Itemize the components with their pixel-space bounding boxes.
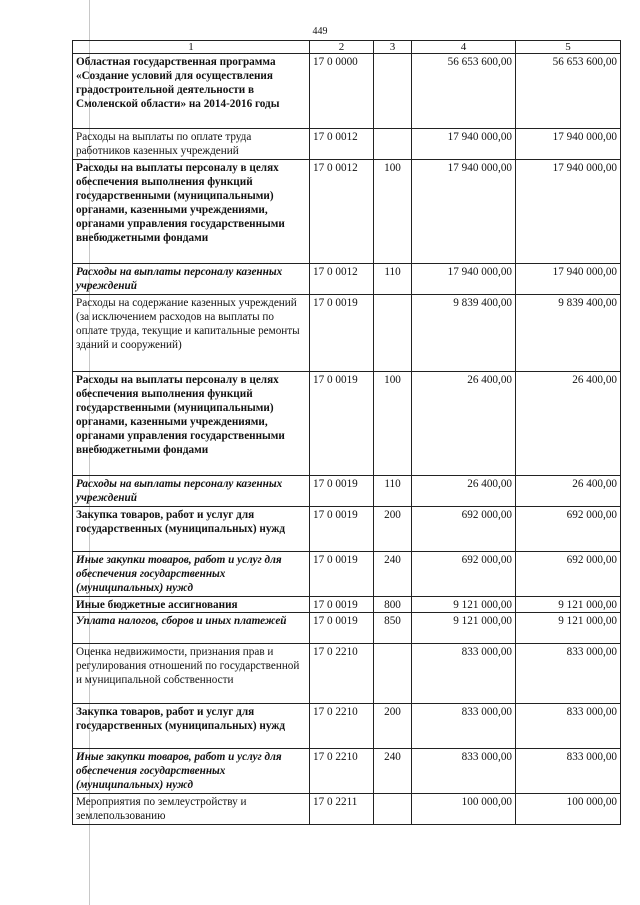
row-code: 17 0 0019 [310,372,374,476]
table-row [73,749,621,794]
row-amount-2015: 26 400,00 [412,476,516,507]
row-code: 17 0 0012 [310,160,374,264]
row-code: 17 0 2210 [310,644,374,704]
row-name: Закупка товаров, работ и услуг для государственных (муниципальных) нужд [73,704,310,749]
row-code: 17 0 2210 [310,749,374,794]
table-row [73,476,621,507]
column-header-1: 1 [73,41,310,54]
row-amount-2015: 17 940 000,00 [412,160,516,264]
row-name: Расходы на выплаты персоналу в целях обеспечения выполнения функций государственными (муниципальными) органами, казенными учреждениями, органами управления государственными внебюджетными фондами [73,160,310,264]
table-row [73,552,621,597]
table-row [73,644,621,704]
row-expense-type [374,129,412,160]
table-row [73,54,621,129]
row-amount-2015: 833 000,00 [412,749,516,794]
row-amount-2016: 833 000,00 [516,749,621,794]
row-expense-type: 800 [374,597,412,613]
table-row [73,372,621,476]
row-expense-type [374,54,412,129]
column-header-4: 4 [412,41,516,54]
row-expense-type [374,295,412,372]
row-amount-2015: 692 000,00 [412,552,516,597]
row-name: Оценка недвижимости, признания прав и регулирования отношений по государственной и муниципальной собственности [73,644,310,704]
row-amount-2015: 9 839 400,00 [412,295,516,372]
column-header-3: 3 [374,41,412,54]
row-name: Мероприятия по землеустройству и землепользованию [73,794,310,825]
row-amount-2016: 9 121 000,00 [516,613,621,644]
row-amount-2015: 833 000,00 [412,704,516,749]
row-amount-2016: 56 653 600,00 [516,54,621,129]
row-expense-type: 850 [374,613,412,644]
row-amount-2016: 17 940 000,00 [516,264,621,295]
row-amount-2016: 17 940 000,00 [516,160,621,264]
row-name: Закупка товаров, работ и услуг для государственных (муниципальных) нужд [73,507,310,552]
row-amount-2016: 9 121 000,00 [516,597,621,613]
row-name: Расходы на выплаты по оплате труда работников казенных учреждений [73,129,310,160]
row-name: Иные бюджетные ассигнования [73,597,310,613]
row-amount-2015: 9 121 000,00 [412,613,516,644]
table-row [73,613,621,644]
row-amount-2015: 833 000,00 [412,644,516,704]
row-amount-2016: 26 400,00 [516,476,621,507]
row-code: 17 0 0019 [310,613,374,644]
row-amount-2016: 833 000,00 [516,644,621,704]
row-expense-type: 100 [374,160,412,264]
row-code: 17 0 0000 [310,54,374,129]
row-amount-2015: 56 653 600,00 [412,54,516,129]
row-code: 17 0 0019 [310,597,374,613]
table-row [73,264,621,295]
column-header-5: 5 [516,41,621,54]
row-amount-2016: 9 839 400,00 [516,295,621,372]
row-expense-type: 110 [374,476,412,507]
row-code: 17 0 0019 [310,507,374,552]
row-name: Иные закупки товаров, работ и услуг для обеспечения государственных (муниципальных) нужд [73,749,310,794]
column-header-2: 2 [310,41,374,54]
table-row [73,597,621,613]
table-row [73,794,621,825]
row-expense-type [374,794,412,825]
row-code: 17 0 2210 [310,704,374,749]
row-name: Уплата налогов, сборов и иных платежей [73,613,310,644]
row-amount-2015: 100 000,00 [412,794,516,825]
row-expense-type: 200 [374,507,412,552]
table-row [73,704,621,749]
row-name: Расходы на выплаты персоналу казенных учреждений [73,264,310,295]
row-expense-type: 200 [374,704,412,749]
table-row [73,129,621,160]
row-code: 17 0 2211 [310,794,374,825]
row-name: Расходы на выплаты персоналу в целях обеспечения выполнения функций государственными (муниципальными) органами, казенными учреждениями, органами управления государственными внебюджетными фондами [73,372,310,476]
budget-table [72,40,621,825]
row-name: Иные закупки товаров, работ и услуг для обеспечения государственных (муниципальных) нужд [73,552,310,597]
row-code: 17 0 0012 [310,129,374,160]
row-amount-2016: 833 000,00 [516,704,621,749]
row-amount-2016: 692 000,00 [516,507,621,552]
row-amount-2015: 26 400,00 [412,372,516,476]
row-expense-type: 110 [374,264,412,295]
row-code: 17 0 0019 [310,476,374,507]
table-row [73,295,621,372]
row-expense-type: 100 [374,372,412,476]
table-row [73,507,621,552]
row-name: Областная государственная программа «Создание условий для осуществления градостроительной деятельности в Смоленской области» на 2014-2016 годы [73,54,310,129]
row-code: 17 0 0019 [310,552,374,597]
table-header-row [73,41,621,54]
row-amount-2016: 17 940 000,00 [516,129,621,160]
row-expense-type: 240 [374,749,412,794]
table-row [73,160,621,264]
row-amount-2015: 17 940 000,00 [412,129,516,160]
page-number: 449 [312,26,328,37]
row-expense-type [374,644,412,704]
row-amount-2016: 100 000,00 [516,794,621,825]
row-amount-2015: 9 121 000,00 [412,597,516,613]
row-code: 17 0 0019 [310,295,374,372]
row-name: Расходы на выплаты персоналу казенных учреждений [73,476,310,507]
row-amount-2015: 17 940 000,00 [412,264,516,295]
row-amount-2016: 26 400,00 [516,372,621,476]
row-expense-type: 240 [374,552,412,597]
row-name: Расходы на содержание казенных учреждений (за исключением расходов на выплаты по оплате труда, текущие и капитальные ремонты зданий и сооружений) [73,295,310,372]
row-amount-2016: 692 000,00 [516,552,621,597]
row-amount-2015: 692 000,00 [412,507,516,552]
row-code: 17 0 0012 [310,264,374,295]
